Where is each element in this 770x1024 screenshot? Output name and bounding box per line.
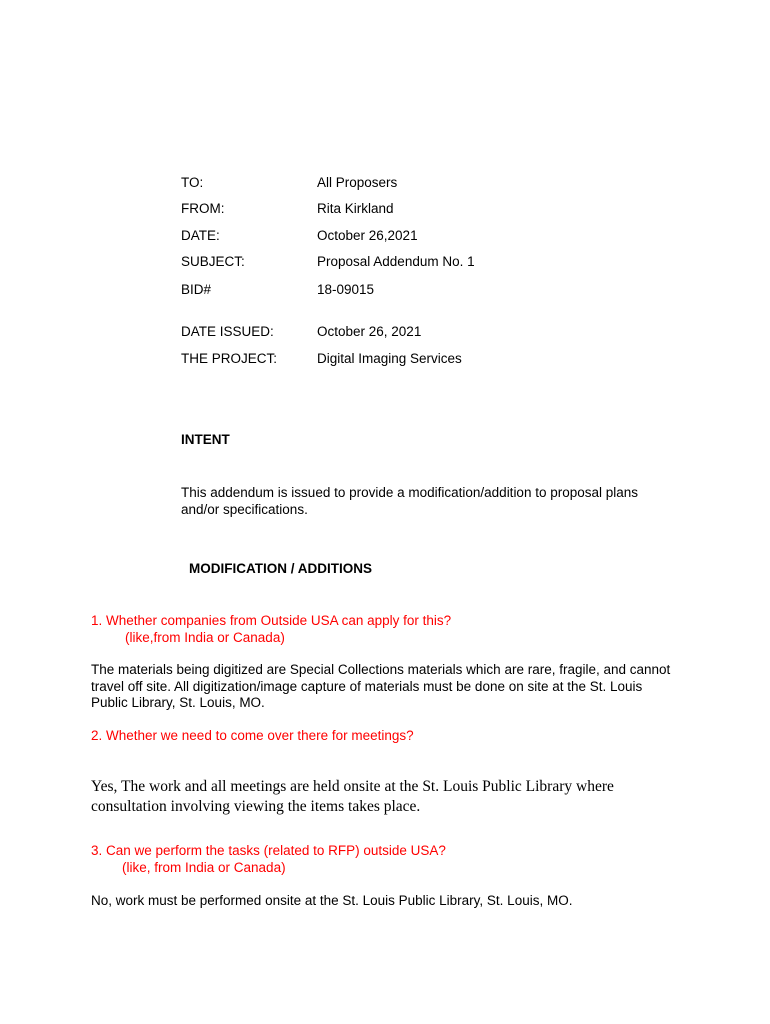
header-label: BID# bbox=[181, 282, 212, 297]
header-label: TO: bbox=[181, 175, 204, 190]
header-value: October 26, 2021 bbox=[317, 324, 422, 339]
header-label: THE PROJECT: bbox=[181, 351, 278, 366]
header-value: October 26,2021 bbox=[317, 228, 418, 243]
intent-text: This addendum is issued to provide a modification/addition to proposal plans and/or specifications. bbox=[181, 485, 639, 517]
header-label: DATE: bbox=[181, 228, 220, 243]
modifications-heading: MODIFICATION / ADDITIONS bbox=[189, 561, 372, 576]
header-label: FROM: bbox=[181, 201, 225, 216]
answer-3: No, work must be performed onsite at the St. Louis Public Library, St. Louis, MO. bbox=[91, 893, 573, 908]
answer-2: Yes, The work and all meetings are held onsite at the St. Louis Public Library where consultation involving viewing the items takes place. bbox=[91, 778, 614, 815]
header-value: All Proposers bbox=[317, 175, 398, 190]
header-value: Proposal Addendum No. 1 bbox=[317, 254, 475, 269]
header-label: SUBJECT: bbox=[181, 254, 245, 269]
answer-1: The materials being digitized are Special Collections materials which are rare, fragile, and cannot travel off site. All digitization/image capture of materials must be done on site at the St. Louis Public Library, St. Louis, MO. bbox=[91, 662, 671, 710]
header-value: Rita Kirkland bbox=[317, 201, 394, 216]
header-value: Digital Imaging Services bbox=[317, 351, 462, 366]
intent-heading: INTENT bbox=[181, 432, 230, 447]
header-value: 18-09015 bbox=[317, 282, 375, 297]
question-1: 1. Whether companies from Outside USA can apply for this? bbox=[91, 613, 452, 628]
question-3: 3. Can we perform the tasks (related to RFP) outside USA? bbox=[91, 843, 446, 858]
question-2: 2. Whether we need to come over there for meetings? bbox=[91, 728, 414, 743]
question-1-sub: (like,from India or Canada) bbox=[125, 630, 285, 645]
question-3-sub: (like, from India or Canada) bbox=[122, 860, 286, 875]
header-label: DATE ISSUED: bbox=[181, 324, 274, 339]
